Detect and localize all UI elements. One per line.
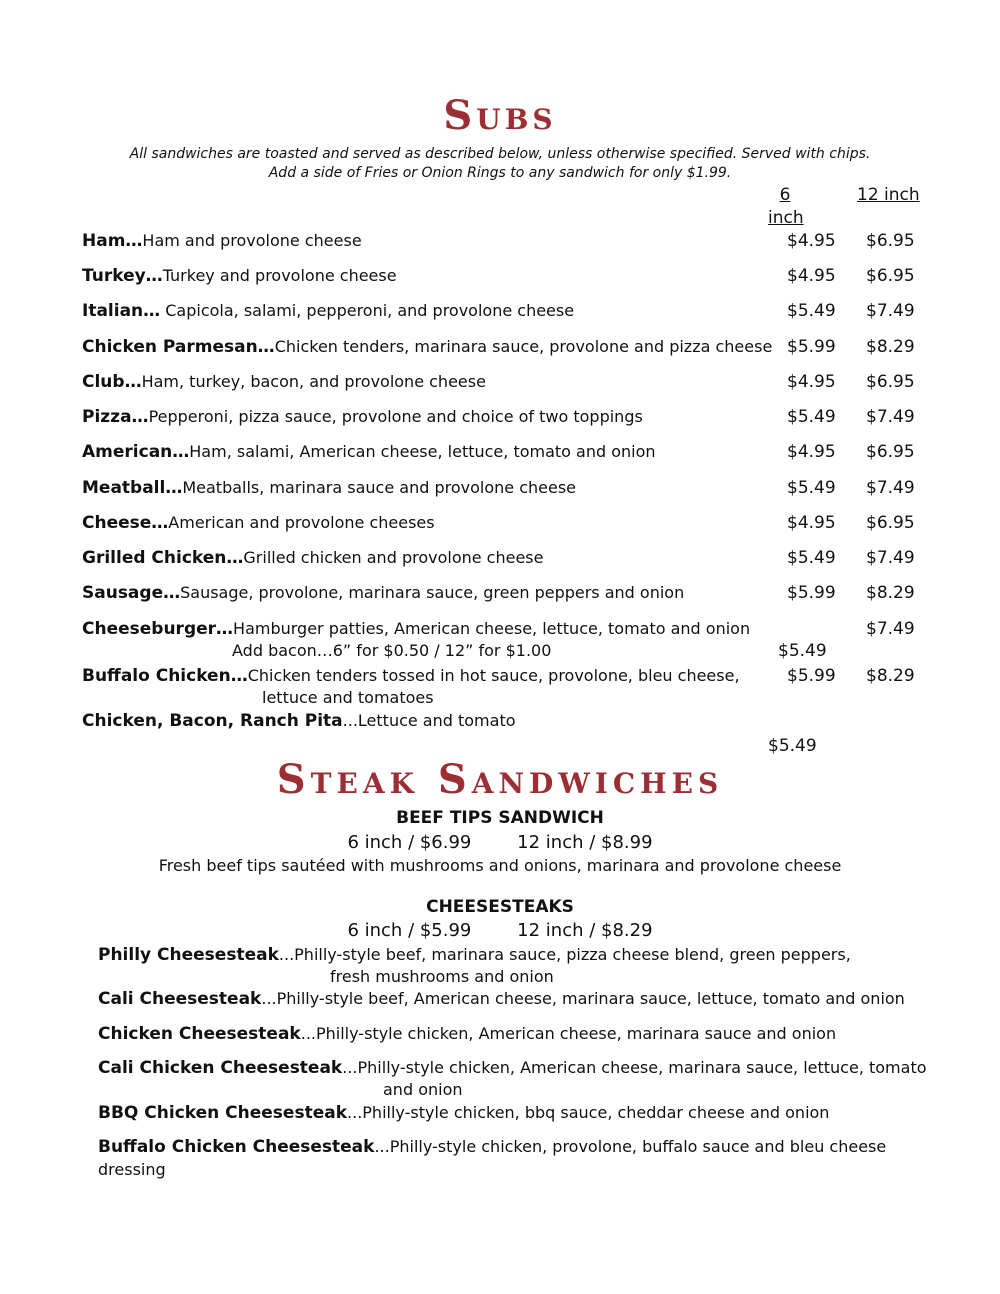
sub-item-chicken-parmesan (82, 337, 772, 357)
cheesesteak-item-name: Philly Cheesesteak (98, 945, 279, 965)
sub-item-desc: Capicola, salami, pepperoni, and provolone cheese (160, 301, 575, 320)
column-header-6-inch-line1: 6 (779, 185, 791, 205)
price-12-inch: $7.49 (866, 619, 915, 639)
beef-tips-description: Fresh beef tips sautéed with mushrooms and onions, marinara and provolone cheese (158, 856, 842, 875)
cheesesteak-item-desc: ...Philly-style chicken, American cheese, marinara sauce, lettuce, tomato (342, 1058, 927, 1077)
price-6-inch: $5.99 (787, 337, 836, 357)
sub-item-name: Cheese… (82, 513, 169, 533)
subs-heading: Subs (443, 92, 557, 139)
sub-item-name: Chicken, Bacon, Ranch Pita (82, 711, 343, 731)
price-12-inch: $7.49 (866, 301, 915, 321)
sub-item-italian (82, 301, 574, 321)
price-12-inch: $7.49 (866, 548, 915, 568)
sub-item-ham (82, 231, 362, 251)
sub-item-name: Pizza… (82, 407, 149, 427)
sub-item-desc: Pepperoni, pizza sauce, provolone and choice of two toppings (148, 407, 643, 426)
column-header-6-inch-line2: inch (768, 208, 804, 228)
sub-item-desc: Chicken tenders tossed in hot sauce, provolone, bleu cheese, (247, 666, 740, 685)
sub-item-desc: American and provolone cheeses (168, 513, 435, 532)
price-6-inch: $4.95 (787, 372, 836, 392)
sub-item-desc: Sausage, provolone, marinara sauce, green peppers and onion (180, 583, 685, 602)
sub-item-desc: Hamburger patties, American cheese, lettuce, tomato and onion (233, 619, 751, 638)
buffalo-chicken-desc-continued: lettuce and tomatoes (262, 688, 434, 707)
sub-item-name: Grilled Chicken… (82, 548, 244, 568)
steak-sandwiches-heading: Steak Sandwiches (276, 756, 724, 803)
sub-item-desc: Ham, salami, American cheese, lettuce, tomato and onion (189, 442, 656, 461)
price-12-inch: $8.29 (866, 583, 915, 603)
sub-item-buffalo-chicken (82, 666, 740, 686)
beef-tips-title: BEEF TIPS SANDWICH (396, 808, 604, 828)
cheesesteak-item-name: Cali Chicken Cheesesteak (98, 1058, 343, 1078)
price-6-inch: $5.49 (768, 736, 817, 756)
sub-item-turkey (82, 266, 397, 286)
column-header-6-inch (768, 184, 802, 230)
price-12-inch: $6.95 (866, 266, 915, 286)
sub-item-name: Ham… (82, 231, 143, 251)
sub-item-desc: Chicken tenders, marinara sauce, provolone and pizza cheese (274, 337, 773, 356)
cheesesteak-item-desc-continued: fresh mushrooms and onion (330, 967, 554, 986)
cheesesteak-item-name: Chicken Cheesesteak (98, 1024, 301, 1044)
cheeseburger-addon: Add bacon…6” for $0.50 / 12” for $1.00 (232, 641, 552, 660)
cheesesteak-item-bbq-chicken (98, 1103, 829, 1123)
sub-item-name: Turkey… (82, 266, 163, 286)
cheesesteak-item-desc: ...Philly-style beef, American cheese, marinara sauce, lettuce, tomato and onion (261, 989, 905, 1008)
sub-item-name: Chicken Parmesan… (82, 337, 275, 357)
sub-item-name: Sausage… (82, 583, 181, 603)
sub-item-desc: Turkey and provolone cheese (162, 266, 397, 285)
cheesesteak-item-philly (98, 945, 851, 965)
sub-item-chicken-bacon-ranch-pita (82, 711, 516, 731)
sub-item-grilled-chicken (82, 548, 543, 568)
price-6-inch: $4.95 (787, 442, 836, 462)
cheesesteak-item-name: BBQ Chicken Cheesesteak (98, 1103, 348, 1123)
sub-item-desc: Ham, turkey, bacon, and provolone cheese (141, 372, 486, 391)
sub-item-pizza (82, 407, 643, 427)
price-6-inch: $5.49 (787, 407, 836, 427)
sub-item-desc: Meatballs, marinara sauce and provolone cheese (182, 478, 576, 497)
beef-tips-prices: 6 inch / $6.99 12 inch / $8.99 (347, 832, 653, 853)
sub-item-name: Club… (82, 372, 142, 392)
sub-item-desc: ...Lettuce and tomato (342, 711, 516, 730)
sub-item-sausage (82, 583, 684, 603)
price-12-inch: $6.95 (866, 513, 915, 533)
price-12-inch: $8.29 (866, 337, 915, 357)
cheesesteak-item-name: Buffalo Chicken Cheesesteak (98, 1137, 375, 1157)
cheesesteak-item-desc: ...Philly-style chicken, provolone, buffalo sauce and bleu cheese (374, 1137, 887, 1156)
cheesesteaks-title: CHEESESTEAKS (426, 897, 574, 917)
cheesesteak-item-cali (98, 989, 905, 1009)
sub-item-cheeseburger (82, 619, 750, 639)
price-12-inch: $6.95 (866, 231, 915, 251)
sub-item-desc: Grilled chicken and provolone cheese (243, 548, 544, 567)
cheesesteak-item-cali-chicken (98, 1058, 927, 1078)
price-6-inch: $5.49 (787, 478, 836, 498)
price-12-inch: $7.49 (866, 407, 915, 427)
cheesesteak-item-desc: ...Philly-style beef, marinara sauce, pizza cheese blend, green peppers, (278, 945, 851, 964)
sub-item-desc: Ham and provolone cheese (142, 231, 362, 250)
price-6-inch: $5.49 (787, 301, 836, 321)
price-12-inch: $6.95 (866, 372, 915, 392)
cheesesteaks-prices: 6 inch / $5.99 12 inch / $8.29 (347, 920, 653, 941)
cheesesteak-item-name: Cali Cheesesteak (98, 989, 262, 1009)
price-6-inch: $4.95 (787, 266, 836, 286)
price-6-inch: $5.99 (787, 583, 836, 603)
sub-item-meatball (82, 478, 576, 498)
price-12-inch: $8.29 (866, 666, 915, 686)
price-6-inch: $5.99 (787, 666, 836, 686)
sub-item-name: American… (82, 442, 190, 462)
sub-item-name: Italian… (82, 301, 161, 321)
price-6-inch: $5.49 (787, 548, 836, 568)
cheesesteak-item-chicken (98, 1024, 836, 1044)
price-12-inch: $7.49 (866, 478, 915, 498)
cheesesteak-item-buffalo-chicken (98, 1137, 886, 1157)
cheesesteak-item-desc: ...Philly-style chicken, American cheese, marinara sauce and onion (300, 1024, 837, 1043)
cheesesteak-item-desc-continued: dressing (98, 1160, 166, 1179)
cheesesteak-item-desc: ...Philly-style chicken, bbq sauce, cheddar cheese and onion (347, 1103, 830, 1122)
subs-intro-line-1: All sandwiches are toasted and served as described below, unless otherwise specified. Served with chips. (129, 146, 871, 162)
price-6-inch: $4.95 (787, 513, 836, 533)
sub-item-name: Meatball… (82, 478, 183, 498)
sub-item-club (82, 372, 486, 392)
column-header-12-inch: 12 inch (857, 185, 920, 205)
cheesesteak-item-desc-continued: and onion (383, 1080, 463, 1099)
sub-item-name: Buffalo Chicken… (82, 666, 248, 686)
sub-item-american (82, 442, 656, 462)
subs-intro-line-2: Add a side of Fries or Onion Rings to any sandwich for only $1.99. (268, 165, 732, 181)
price-12-inch: $6.95 (866, 442, 915, 462)
sub-item-name: Cheeseburger… (82, 619, 234, 639)
price-6-inch: $5.49 (778, 641, 827, 661)
sub-item-cheese (82, 513, 435, 533)
price-6-inch: $4.95 (787, 231, 836, 251)
